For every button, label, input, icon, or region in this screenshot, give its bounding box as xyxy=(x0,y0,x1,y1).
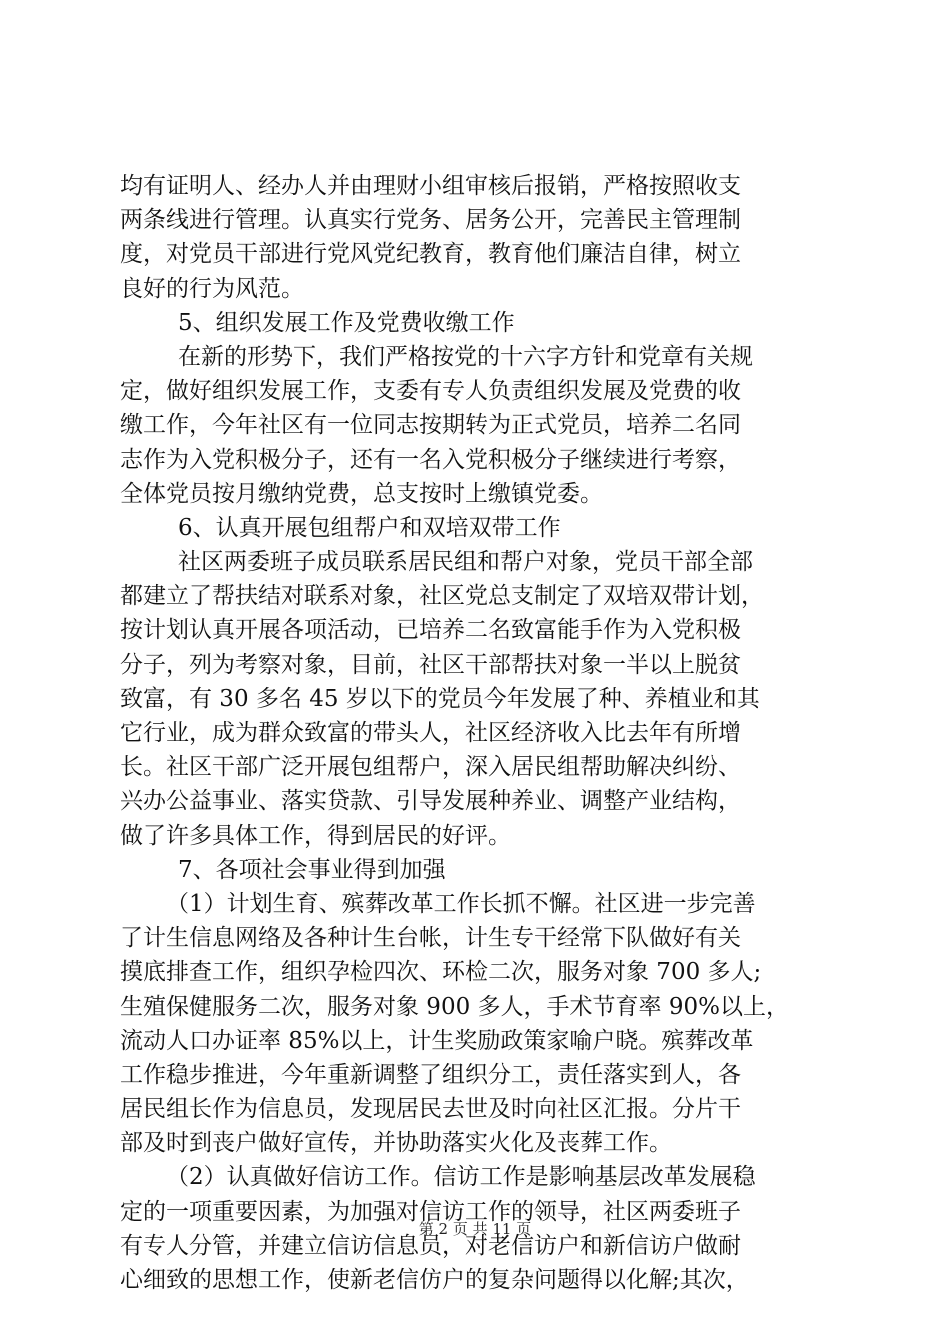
page-number-footer: 第 2 页 共 11 页 xyxy=(418,1220,532,1238)
text-line: 分子，列为考察对象，目前，社区干部帮扶对象一半以上脱贫 xyxy=(120,651,741,678)
text-line: 都建立了帮扶结对联系对象，社区党总支制定了双培双带计划， xyxy=(120,583,764,610)
text-line: 良好的行为风范。 xyxy=(120,275,304,302)
text-line: 生殖保健服务二次，服务对象 900 多人，手术节育率 90%以上， xyxy=(120,993,789,1020)
section-heading: 6、认真开展包组帮户和双培双带工作 xyxy=(178,514,561,541)
text-line: 在新的形势下，我们严格按党的十六字方针和党章有关规 xyxy=(178,343,753,370)
text-line: 它行业，成为群众致富的带头人，社区经济收入比去年有所增 xyxy=(120,720,741,746)
text-line: 了计生信息网络及各种计生台帐，计生专干经常下队做好有关 xyxy=(120,925,741,952)
text-line: 社区两委班子成员联系居民组和帮户对象，党员干部全部 xyxy=(178,549,753,576)
text-line: 缴工作，今年社区有一位同志按期转为正式党员，培养二名同 xyxy=(120,412,741,439)
text-line: 做了许多具体工作，得到居民的好评。 xyxy=(120,822,511,849)
text-line: 工作稳步推进，今年重新调整了组织分工，责任落实到人，各 xyxy=(120,1061,741,1088)
text-line: 长。社区干部广泛开展包组帮户，深入居民组帮助解决纠纷、 xyxy=(120,754,741,781)
text-line: 全体党员按月缴纳党费，总支按时上缴镇党委。 xyxy=(120,480,603,507)
section-heading: 7、各项社会事业得到加强 xyxy=(178,856,446,883)
text-line: 致富，有 30 多名 45 岁以下的党员今年发展了种、养植业和其 xyxy=(120,685,760,712)
text-line: 部及时到丧户做好宣传，并协助落实火化及丧葬工作。 xyxy=(120,1130,672,1157)
text-line: 有专人分管，并建立信访信息员，对老信访户和新信访户做耐 xyxy=(120,1232,741,1259)
text-line: 度，对党员干部进行党风党纪教育，教育他们廉洁自律，树立 xyxy=(120,241,741,268)
text-line: 志作为入党积极分子，还有一名入党积极分子继续进行考察， xyxy=(120,446,741,473)
text-line: 摸底排查工作，组织孕检四次、环检二次，服务对象 700 多人; xyxy=(120,959,762,986)
text-line: 定，做好组织发展工作，支委有专人负责组织发展及党费的收 xyxy=(120,378,741,405)
text-line: （1）计划生育、殡葬改革工作长抓不懈。社区进一步完善 xyxy=(166,890,756,917)
text-line: （2）认真做好信访工作。信访工作是影响基层改革发展稳 xyxy=(166,1164,756,1191)
text-line: 流动人口办证率 85%以上，计生奖励政策家喻户晓。殡葬改革 xyxy=(120,1027,754,1054)
text-line: 两条线进行管理。认真实行党务、居务公开，完善民主管理制 xyxy=(120,207,741,234)
text-line: 居民组长作为信息员，发现居民去世及时向社区汇报。分片干 xyxy=(120,1096,741,1123)
text-line: 按计划认真开展各项活动，已培养二名致富能手作为入党积极 xyxy=(120,617,741,644)
text-line: 定的一项重要因素，为加强对信访工作的领导，社区两委班子 xyxy=(120,1198,741,1225)
document-body xyxy=(120,169,832,1297)
text-line: 心细致的思想工作，使新老信仿户的复杂问题得以化解;其次， xyxy=(120,1267,749,1293)
text-line: 兴办公益事业、落实贷款、引导发展种养业、调整产业结构， xyxy=(120,788,741,815)
section-heading: 5、组织发展工作及党费收缴工作 xyxy=(178,309,515,336)
text-line: 均有证明人、经办人并由理财小组审核后报销，严格按照收支 xyxy=(120,173,741,199)
